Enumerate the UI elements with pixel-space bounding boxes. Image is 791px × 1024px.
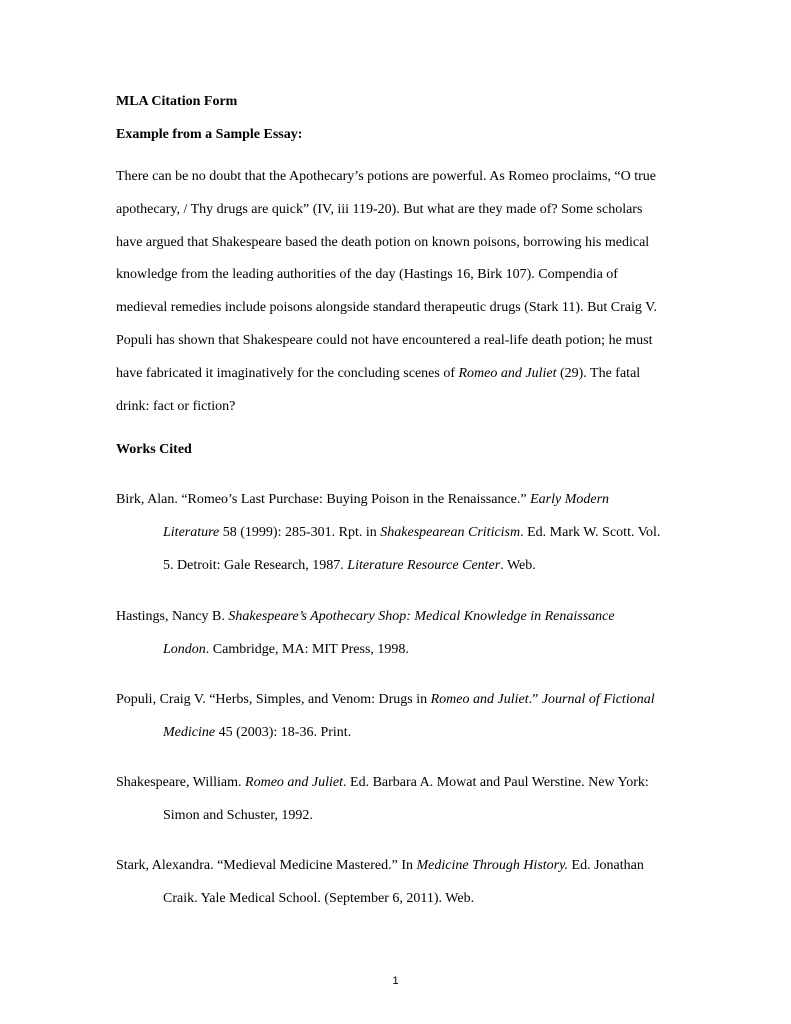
citation-line — [116, 691, 696, 724]
citation-line — [116, 557, 696, 590]
citation-italic: Literature Resource Center — [347, 558, 501, 573]
citation-line: Craik. Yale Medical School. (September 6, 2011). Web. — [163, 891, 475, 906]
citation-line — [116, 524, 696, 557]
citation-text: Populi, Craig V. “Herbs, Simples, and Venom: Drugs in — [116, 692, 431, 707]
essay-line: apothecary, / Thy drugs are quick” (IV, iii 119-20). But what are they made of? Some scholars — [116, 201, 643, 217]
citation-text: Hastings, Nancy B. — [116, 609, 229, 624]
essay-italic-title: Romeo and Juliet — [458, 365, 557, 381]
citation-line — [116, 724, 696, 757]
citation-italic: Shakespearean Criticism — [380, 525, 521, 540]
citation-entry-hastings — [116, 608, 696, 674]
document-title: MLA Citation Form — [116, 94, 238, 109]
citation-text: .” — [528, 692, 542, 707]
citation-text: . Ed. Mark W. Scott. Vol. — [520, 525, 661, 540]
essay-text: (29). The fatal — [556, 365, 641, 381]
essay-line: Populi has shown that Shakespeare could not have encountered a real-life death potion; he must — [116, 332, 653, 348]
citation-italic: Romeo and Juliet — [245, 775, 344, 790]
essay-paragraph — [116, 161, 696, 423]
essay-line: have argued that Shakespeare based the death potion on known poisons, borrowing his medical — [116, 234, 650, 250]
citation-italic: London — [163, 642, 206, 657]
essay-line: drink: fact or fiction? — [116, 398, 236, 414]
citation-entry-populi — [116, 691, 696, 757]
citation-text: 58 (1999): 285-301. Rpt. in — [219, 525, 381, 540]
citation-text: Shakespeare, William. — [116, 775, 246, 790]
citation-line: Simon and Schuster, 1992. — [163, 808, 313, 823]
citation-italic: Early Modern — [530, 492, 610, 507]
citation-italic: Medicine — [163, 725, 216, 740]
citation-line — [116, 608, 696, 641]
citation-line — [116, 774, 696, 807]
essay-line: knowledge from the leading authorities of the day (Hastings 16, Birk 107). Compendia of — [116, 267, 618, 283]
citation-line — [116, 491, 696, 524]
citation-text: . Ed. Barbara A. Mowat and Paul Werstine. New York: — [343, 775, 649, 790]
citation-italic: Journal of Fictional — [541, 692, 655, 707]
citation-entry-birk — [116, 491, 696, 590]
essay-line — [116, 358, 696, 391]
section-heading-example: Example from a Sample Essay: — [116, 127, 303, 142]
citation-italic: Medicine Through History. — [416, 858, 569, 873]
citation-italic: Shakespeare’s Apothecary Shop: Medical Knowledge in Renaissance — [228, 609, 615, 624]
page-number: 1 — [392, 975, 399, 987]
citation-line — [116, 641, 696, 674]
citation-text: 45 (2003): 18-36. Print. — [215, 725, 352, 740]
works-cited-heading: Works Cited — [116, 442, 192, 457]
essay-text: have fabricated it imaginatively for the concluding scenes of — [116, 365, 459, 381]
essay-line: medieval remedies include poisons alongside standard therapeutic drugs (Stark 11). But Craig V. — [116, 300, 657, 316]
citation-italic: Literature — [163, 525, 220, 540]
citation-text: . Web. — [500, 558, 536, 573]
citation-text: Ed. Jonathan — [568, 858, 644, 873]
citation-line — [116, 857, 696, 890]
citation-text: 5. Detroit: Gale Research, 1987. — [163, 558, 348, 573]
citation-italic: Romeo and Juliet — [430, 692, 529, 707]
citation-text: . Cambridge, MA: MIT Press, 1998. — [205, 642, 409, 657]
citation-text: Stark, Alexandra. “Medieval Medicine Mastered.” In — [116, 858, 417, 873]
citation-entry-stark — [116, 857, 696, 923]
citation-text: Birk, Alan. “Romeo’s Last Purchase: Buying Poison in the Renaissance.” — [116, 492, 531, 507]
essay-line: There can be no doubt that the Apothecary’s potions are powerful. As Romeo proclaims, “O true — [116, 169, 657, 184]
citation-entry-shakespeare — [116, 774, 696, 840]
